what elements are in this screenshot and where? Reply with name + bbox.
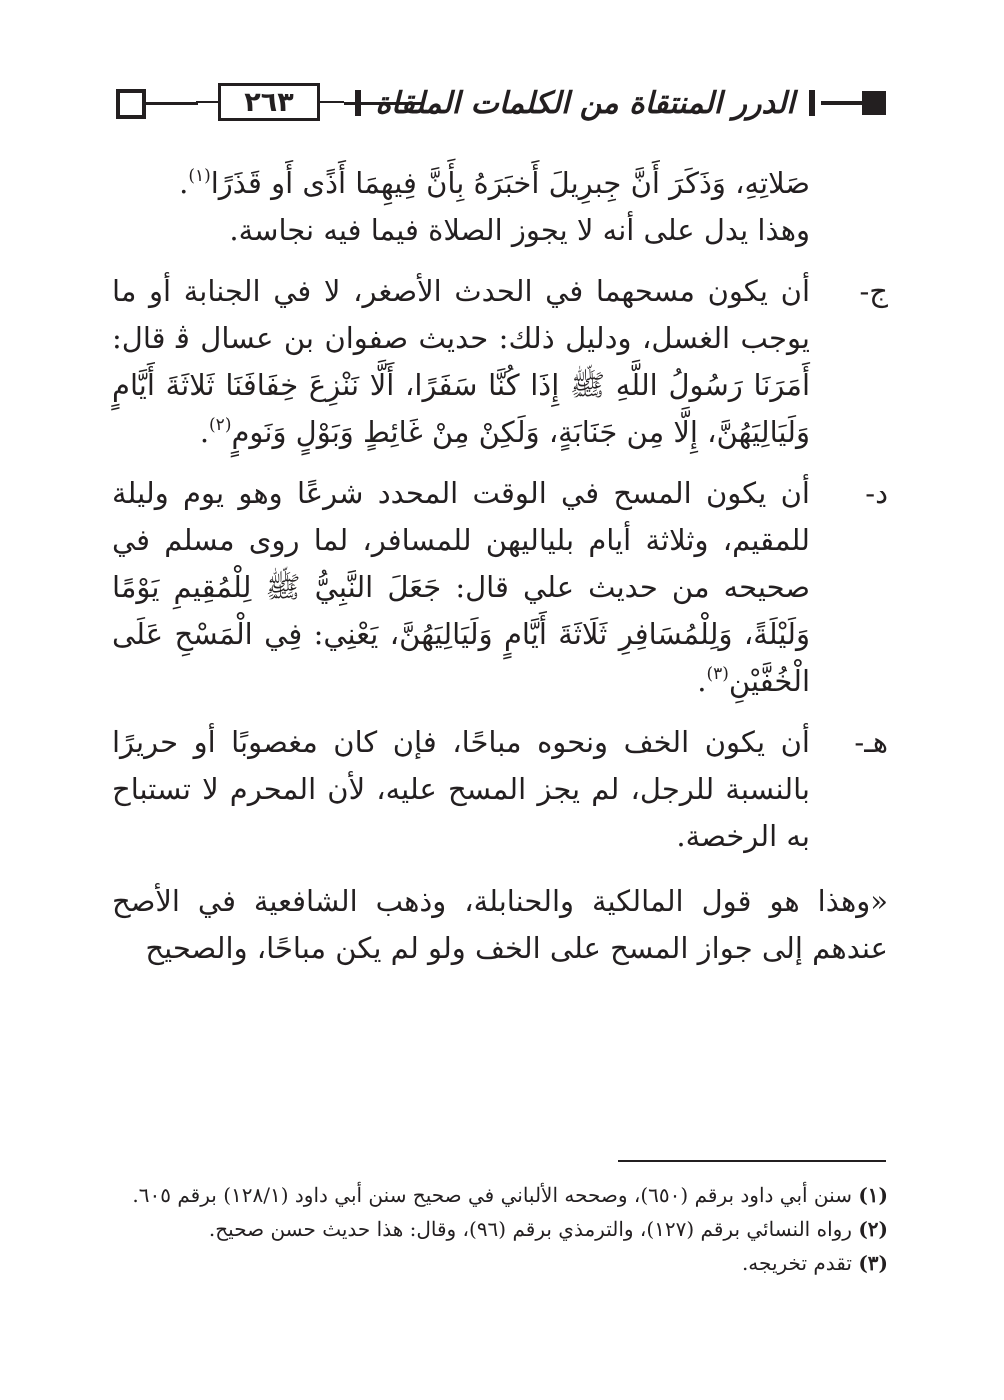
frame-left-rule: [196, 101, 220, 103]
list-marker: ج-: [859, 274, 888, 308]
list-item: [112, 719, 888, 860]
hadith-text: أَمَرَنَا رَسُولُ اللَّهِ ﷺ إِذَا كُنَّا سَفَرًا، أَلَّا نَنْزِعَ خِفَافَنَا ثَلاثَةَ أَيَّامٍ وَلَيَالِيَهُنَّ، إِلَّا مِن جَنَابَةٍ، وَلَكِنْ مِنْ غَائِطٍ وَبَوْلٍ وَنَومٍ: [112, 368, 810, 449]
list-marker: د-: [865, 476, 888, 510]
intro-conclusion: وهذا يدل على أنه لا يجوز الصلاة فيما فيه نجاسة.: [229, 213, 810, 247]
footnote-number: (٣): [858, 1251, 888, 1275]
hadith-text: صَلاتِهِ، وَذَكَرَ أَنَّ جِبرِيلَ أَخبَرَهُ بِأَنَّ فِيهِمَا أَذًى أَو قَذَرًا: [210, 166, 810, 200]
list-item: [112, 470, 888, 705]
closing-paragraph: «وهذا هو قول المالكية والحنابلة، وذهب الشافعية في الأصح عندهم إلى جواز المسح على الخف ولو لم يكن مباحًا، والصحيح: [112, 884, 888, 965]
header-square-outline-ornament: [116, 89, 146, 119]
book-title: الدرر المنتقاة من الكلمات الملقاة: [375, 85, 795, 121]
header-title-group: [362, 80, 856, 126]
list-item-text: [112, 268, 810, 456]
footnote-text: تقدم تخريجه.: [741, 1251, 852, 1275]
header-tick-left: [355, 90, 361, 116]
footnote-number: (٢): [858, 1217, 888, 1241]
footnote-number: (١): [858, 1183, 888, 1207]
item-prose: أن يكون الخف ونحوه مباحًا، فإن كان مغصوبًا أو حريرًا بالنسبة للرجل، لم يجز المسح عليه، لأن المحرم لا تستباح به الرخصة.: [112, 725, 810, 853]
list-item-text: [112, 719, 810, 860]
footnote-ref-1[interactable]: (١): [188, 166, 211, 186]
list-item-text: [112, 470, 810, 705]
page-number-frame: [196, 78, 344, 128]
intro-paragraph: [112, 160, 888, 254]
footnote-2: [112, 1212, 888, 1246]
footnote-separator: [618, 1160, 886, 1162]
list-marker: هـ-: [854, 725, 888, 759]
header-left-rule: [146, 102, 198, 105]
hadith-text: جَعَلَ النَّبِيُّ ﷺ لِلْمُقِيمِ يَوْمًا وَلَيْلَةً، وَلِلْمُسَافِرِ ثَلَاثَةَ أَيَّامٍ وَلَيَالِيَهُنَّ، يَعْنِي: فِي الْمَسْحِ عَلَى الْخُفَّيْنِ: [112, 570, 810, 698]
header-square-solid-ornament: [862, 91, 886, 115]
footnote-ref-3[interactable]: (٣): [706, 664, 729, 684]
footnote-1: [112, 1178, 888, 1212]
footnotes: [112, 1178, 888, 1280]
page-header: [116, 78, 886, 128]
footnote-ref-2[interactable]: (٢): [209, 415, 232, 435]
sentence-end: .: [199, 415, 210, 449]
header-tick-right: [809, 90, 815, 116]
sentence-end: .: [697, 664, 707, 698]
sentence-end: .: [179, 166, 189, 200]
item-prose: أن يكون المسح في الوقت المحدد شرعًا وهو يوم وليلة للمقيم، وثلاثة أيام بلياليهن للمسافر، لما روى مسلم في صحيحه من حديث علي قال:: [112, 476, 810, 604]
page-number: ٢٦٣: [218, 83, 320, 121]
list-item: [112, 268, 888, 456]
footnote-text: رواه النسائي برقم (١٢٧)، والترمذي برقم (٩٦)، وقال: هذا حديث حسن صحيح.: [208, 1217, 852, 1241]
item-prose: أن يكون مسحهما في الحدث الأصغر، لا في الجنابة أو ما يوجب الغسل، ودليل ذلك: حديث صفوان بن عسال ﭬ قال:: [112, 274, 810, 355]
frame-right-rule: [320, 101, 344, 103]
footnote-3: [112, 1246, 888, 1280]
page-body: [112, 160, 888, 972]
footnote-text: سنن أبي داود برقم (٦٥٠)، وصححه الألباني في صحيح سنن أبي داود (١٢٨/١) برقم ٦٠٥.: [132, 1183, 852, 1207]
